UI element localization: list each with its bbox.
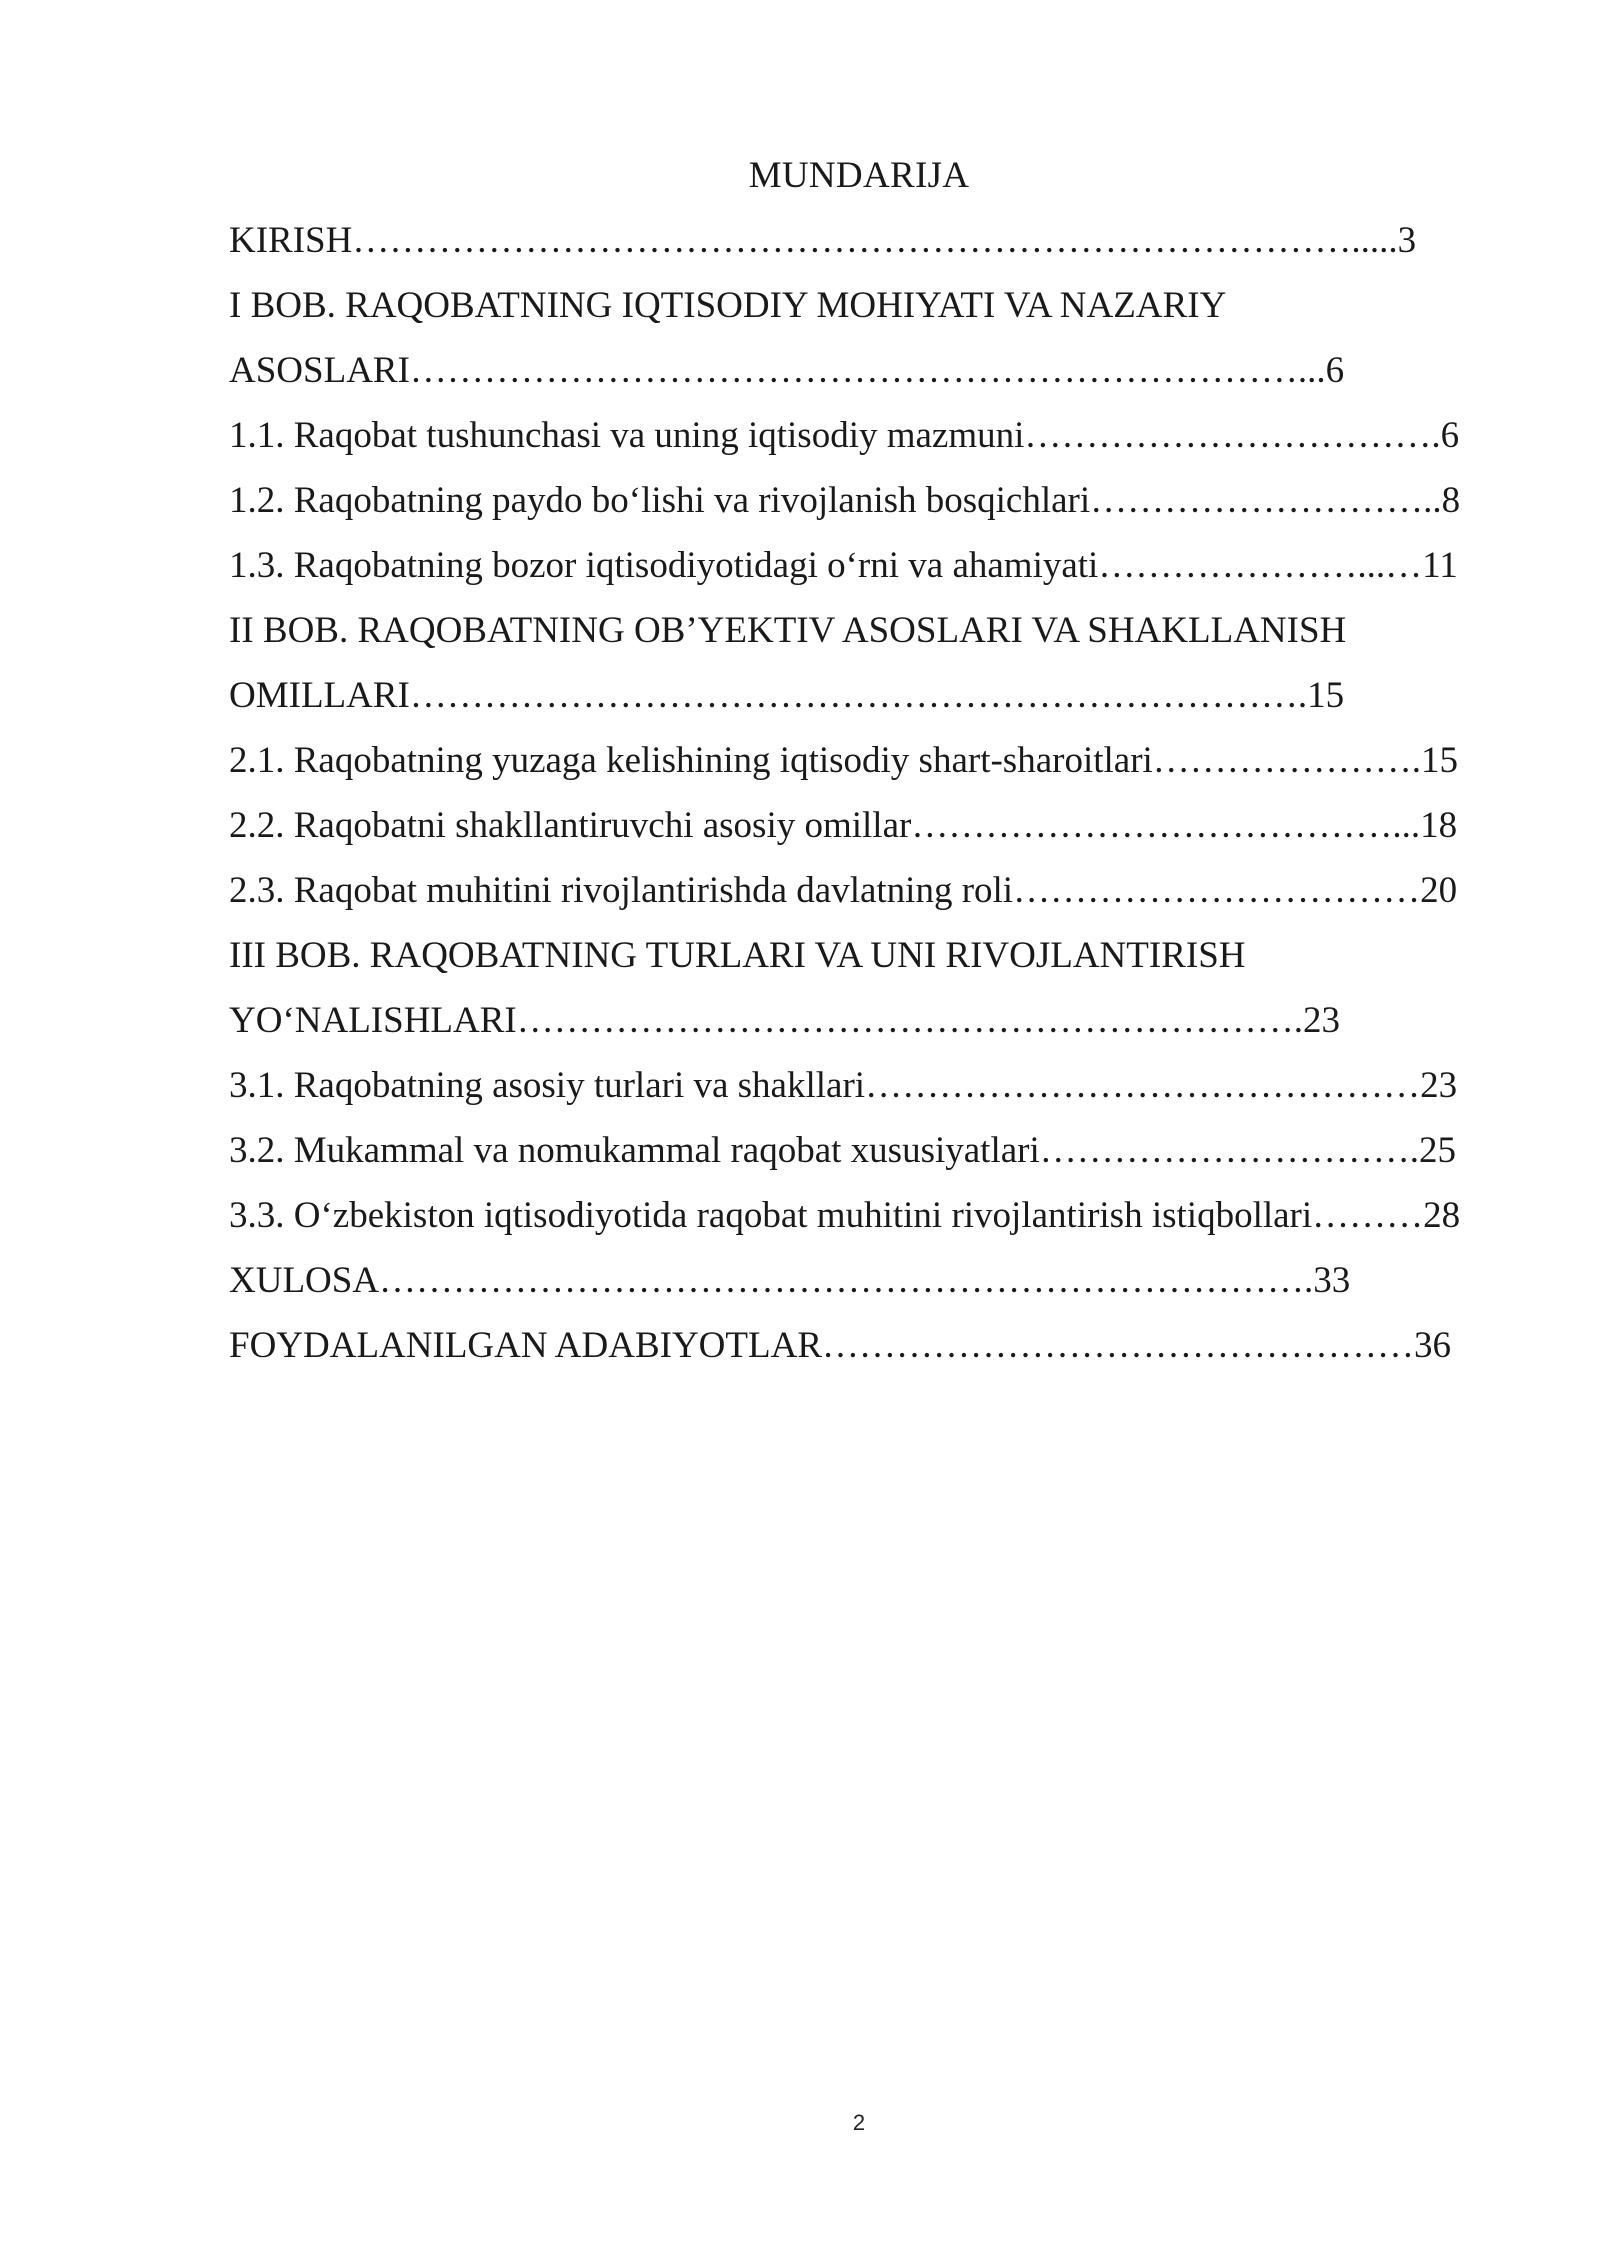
toc-title: MUNDARIJA — [748, 155, 970, 196]
toc-entry-2-2: 2.2. Raqobatni shakllantiruvchi asosiy omillar…………………………………...18 — [229, 805, 1458, 846]
toc-entry-1-1: 1.1. Raqobat tushunchasi va uning iqtisodiy mazmuni…………………………….6 — [229, 415, 1460, 456]
toc-entry-kirish: KIRISH……………………………………………………………………….....3 — [229, 220, 1417, 261]
page-number: 2 — [852, 2110, 866, 2135]
toc-entry-3-2: 3.2. Mukammal va nomukammal raqobat xususiyatlari………………………….25 — [229, 1130, 1456, 1171]
toc-chapter-2-heading: II BOB. RAQOBATNING OB’YEKTIV ASOSLARI VA SHAKLLANISH — [229, 610, 1347, 651]
toc-chapter-1-heading-continuation: ASOSLARI………………………………………………………………...6 — [229, 350, 1345, 391]
toc-chapter-2-heading-continuation: OMILLARI……………………………………………………………….15 — [229, 675, 1345, 716]
toc-entry-references: FOYDALANILGAN ADABIYOTLAR…………………………………………36 — [229, 1325, 1451, 1366]
toc-entry-3-3: 3.3. Oʻzbekiston iqtisodiyotida raqobat muhitini rivojlantirish istiqbollari………28 — [229, 1195, 1461, 1236]
toc-entry-xulosa: XULOSA………………………………………………………………….33 — [229, 1260, 1351, 1301]
toc-chapter-3-heading: III BOB. RAQOBATNING TURLARI VA UNI RIVOJLANTIRISH — [229, 935, 1246, 976]
toc-chapter-1-heading: I BOB. RAQOBATNING IQTISODIY MOHIYATI VA NAZARIY — [229, 285, 1227, 326]
toc-entry-1-2: 1.2. Raqobatning paydo boʻlishi va rivojlanish bosqichlari………………………..8 — [229, 480, 1461, 521]
toc-entry-2-3: 2.3. Raqobat muhitini rivojlantirishda davlatning roli……………………………20 — [229, 870, 1458, 911]
toc-chapter-3-heading-continuation: YOʻNALISHLARI……………………………………………………….23 — [229, 1000, 1340, 1041]
toc-entry-3-1: 3.1. Raqobatning asosiy turlari va shakllari………………………………………23 — [229, 1065, 1458, 1106]
table-of-contents — [229, 215, 1490, 1385]
toc-entry-1-3: 1.3. Raqobatning bozor iqtisodiyotidagi oʻrni va ahamiyati…………………...…11 — [229, 545, 1458, 586]
toc-entry-2-1: 2.1. Raqobatning yuzaga kelishining iqtisodiy shart-sharoitlari………………….15 — [229, 740, 1459, 781]
